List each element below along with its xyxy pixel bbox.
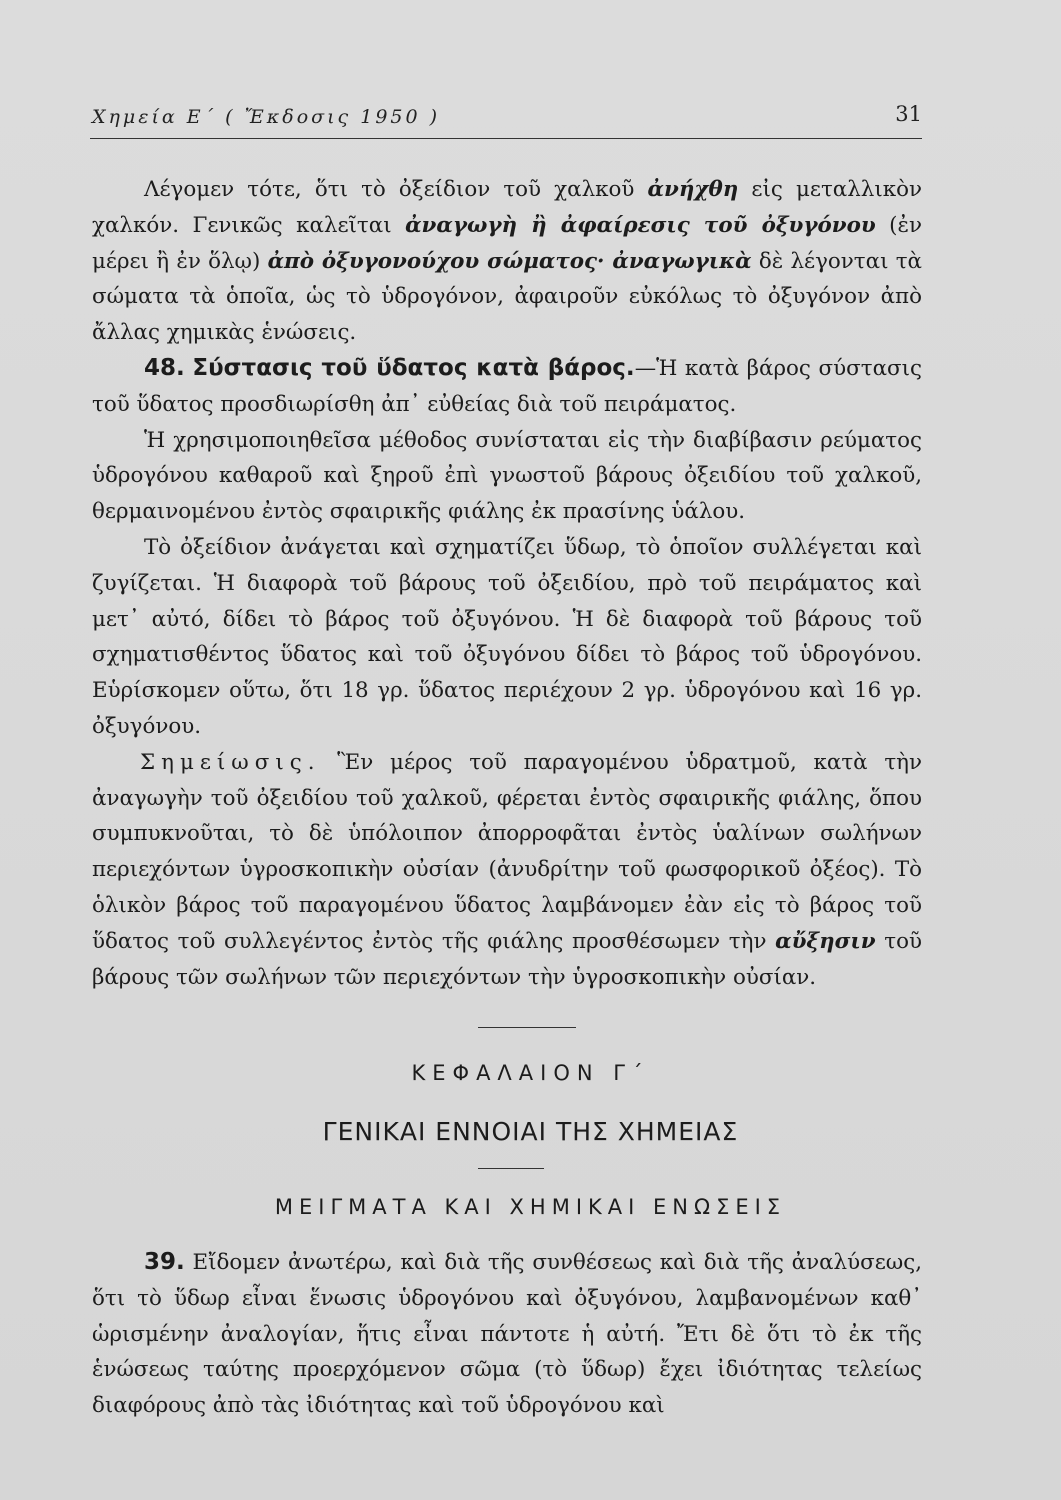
- page-number: 31: [895, 102, 922, 126]
- upper-text-block: [92, 172, 922, 995]
- section-48-title: Σύστασις τοῦ ὕδατος κατὰ βάρος.: [192, 354, 635, 381]
- section-48: [92, 351, 922, 423]
- chapter-divider: [478, 1027, 576, 1028]
- note-label: Σημείωσις.: [140, 749, 321, 775]
- term-anagogi: ἀναγωγὴ ἢ ἀφαίρεσις τοῦ ὀξυγόνου: [405, 212, 876, 238]
- term-anechthe: ἀνήχθη: [647, 177, 739, 202]
- chapter-label: ΚΕΦΑΛΑΙΟΝ Γ΄: [411, 1061, 650, 1085]
- page-header: [90, 100, 922, 140]
- section-heading: ΜΕΙΓΜΑΤΑ ΚΑΙ ΧΗΜΙΚΑΙ ΕΝΩΣΕΙΣ: [274, 1195, 787, 1219]
- section-39-number: 39.: [144, 1249, 185, 1275]
- term-anagogika: ἀπὸ ὀξυγονούχου σώματος· ἀναγωγικὰ: [267, 248, 752, 274]
- section-48-text: —Ἡ κατὰ βάρος σύστασις τοῦ ὕδατος προσδιωρίσθη ἀπ᾿ εὐθείας διὰ τοῦ πειράματος.: [92, 355, 922, 417]
- paragraph-reduction: Λέγομεν τότε, ὅτι τὸ ὀξείδιον τοῦ χαλκοῦ ἀνήχθη εἰς μεταλλικὸν χαλκόν. Γενικῶς καλεῖται ἀναγωγὴ ἢ ἀφαίρεσις τοῦ ὀξυγόνου (ἐν μέρει ἢ ἐν ὅλῳ) ἀπὸ ὀξυγονούχου σώματος· ἀναγωγικὰ δὲ λέγονται τὰ σώματα τὰ ὁποῖα, ὡς τὸ ὑδρογόνον, ἀφαιροῦν εὐκόλως τὸ ὀξυγόνον ἀπὸ ἄλλας χημικὰς ἑνώσεις.: [92, 177, 922, 346]
- header-rule: [90, 138, 922, 139]
- note-paragraph: Σημείωσις. Ἓν μέρος τοῦ παραγομένου ὑδρατμοῦ, κατὰ τὴν ἀναγωγὴν τοῦ ὀξειδίου τοῦ χαλκοῦ, φέρεται ἐντὸς σφαιρικῆς φιάλης, ὅπου συμπυκνοῦται, τὸ δὲ ὑπόλοιπον ἀπορροφᾶται ἐντὸς ὑαλίνων σωλήνων περιεχόντων ὑγροσκοπικὴν οὐσίαν (ἀνυδρίτην τοῦ φωσφορικοῦ ὀξέος). Τὸ ὁλικὸν βάρος τοῦ παραγομένου ὕδατος λαμβάνομεν ἐὰν εἰς τὸ βάρος τοῦ ὕδατος τοῦ συλλεγέντος ἐντὸς τῆς φιάλης προσθέσωμεν τὴν αὔξησιν τοῦ βάρους τῶν σωλήνων τῶν περιεχόντων τὴν ὑγροσκοπικὴν οὐσίαν.: [92, 749, 923, 990]
- paragraph-method: Ἡ χρησιμοποιηθεῖσα μέθοδος συνίσταται εἰς τὴν διαβίβασιν ρεύματος ὑδρογόνου καθαροῦ καὶ ξηροῦ ἐπὶ γνωστοῦ βάρους ὀξειδίου τοῦ χαλκοῦ, θερμαινομένου ἐντὸς σφαιρικῆς φιάλης ἐκ πρασίνης ὑάλου.: [92, 427, 922, 525]
- running-title: Χημεία Ε΄ ( Ἔκδοσις 1950 ): [92, 106, 441, 128]
- paragraph-oxide: Τὸ ὀξείδιον ἀνάγεται καὶ σχηματίζει ὕδωρ, τὸ ὁποῖον συλλέγεται καὶ ζυγίζεται. Ἡ διαφορὰ τοῦ βάρους τοῦ ὀξειδίου, πρὸ τοῦ πειράματος καὶ μετ᾿ αὐτό, δίδει τὸ βάρος τοῦ ὀξυγόνου. Ἡ δὲ διαφορὰ τοῦ βάρους τοῦ σχηματισθέντος ὕδατος καὶ τοῦ ὀξυγόνου δίδει τὸ βάρος τοῦ ὑδρογόνου. Εὑρίσκομεν οὕτω, ὅτι 18 γρ. ὕδατος περιέχουν 2 γρ. ὑδρογόνου καὶ 16 γρ. ὀξυγόνου.: [92, 534, 922, 739]
- section-39-text: Εἴδομεν ἀνωτέρω, καὶ διὰ τῆς συνθέσεως καὶ διὰ τῆς ἀναλύσεως, ὅτι τὸ ὕδωρ εἶναι ἕνωσις ὑδρογόνου καὶ ὀξυγόνου, λαμβανομένων καθ᾿ ὡρισμένην ἀναλογίαν, ἥτις εἶναι πάντοτε ἡ αὐτή. Ἔτι δὲ ὅτι τὸ ἐκ τῆς ἑνώσεως ταύτης προερχόμενον σῶμα (τὸ ὕδωρ) ἔχει ἰδιότητας τελείως διαφόρους ἀπὸ τὰς ἰδιότητας καὶ τοῦ ὑδρογόνου καὶ: [92, 1250, 922, 1419]
- chapter-title: ΓΕΝΙΚΑΙ ΕΝΝΟΙΑΙ ΤΗΣ ΧΗΜΕΙΑΣ: [322, 1117, 739, 1146]
- term-auxisin: αὔξησιν: [775, 928, 876, 954]
- title-divider: [478, 1168, 544, 1169]
- section-39: [92, 1245, 922, 1424]
- section-48-number: 48.: [144, 354, 185, 381]
- lower-text-block: [92, 1245, 922, 1424]
